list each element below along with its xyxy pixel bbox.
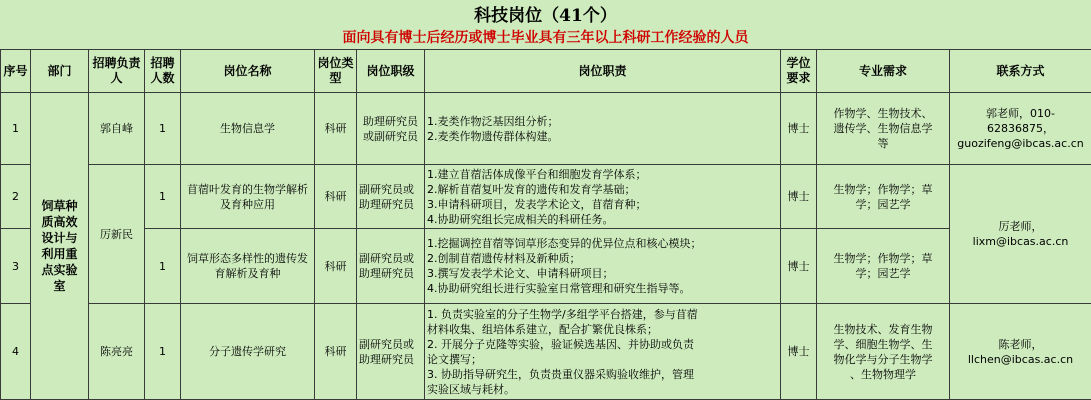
duty-line: 实验区域与耗材。 bbox=[427, 382, 515, 396]
row-number: 3 bbox=[1, 229, 31, 304]
major-line: 生物学；作物学；草 bbox=[833, 252, 933, 265]
recruiter-cell: 厉新民 bbox=[89, 165, 145, 304]
count-cell: 1 bbox=[145, 93, 181, 165]
duties-cell bbox=[425, 229, 781, 304]
major-line: 、生物物理学 bbox=[850, 367, 916, 381]
duty-line: 2. 开展分子克隆等实验，验证候选基因、并协助或负责 bbox=[427, 337, 694, 351]
contact-line: 厉老师， bbox=[998, 220, 1043, 233]
type-cell: 科研 bbox=[315, 93, 357, 165]
position-cell: 分子遗传学研究 bbox=[181, 304, 315, 400]
rank-cell: 副研究员或助理研究员 bbox=[357, 304, 425, 400]
major-line: 学、细胞生物学、生 bbox=[833, 337, 933, 351]
header-cell: 岗位职级 bbox=[357, 50, 425, 93]
table-row bbox=[1, 93, 1091, 165]
duty-line: 1.挖掘调控苜蓿等饲草形态变异的优异位点和核心模块； bbox=[427, 237, 702, 250]
header-cell: 学位要求 bbox=[781, 50, 817, 93]
duty-line: 材料收集、组培体系建立，配合扩繁优良株系； bbox=[427, 322, 658, 336]
major-line: 遗传学、生物信息学 bbox=[833, 122, 933, 135]
duties-cell bbox=[425, 165, 781, 229]
position-cell: 生物信息学 bbox=[181, 93, 315, 165]
major-line: 物化学与分子生物学 bbox=[833, 352, 933, 366]
major-line: 等 bbox=[877, 137, 889, 150]
recruiter-cell: 陈亮亮 bbox=[89, 304, 145, 400]
degree-cell: 博士 bbox=[781, 304, 817, 400]
type-cell: 科研 bbox=[315, 165, 357, 229]
major-cell bbox=[817, 165, 950, 229]
duty-line: 3.申请科研项目，发表学术论文，苜蓿育种； bbox=[427, 197, 647, 211]
contact-line: 62836875， bbox=[987, 122, 1054, 135]
table-row bbox=[1, 165, 1091, 229]
row-number: 2 bbox=[1, 165, 31, 229]
header-cell: 招聘负责人 bbox=[89, 50, 145, 93]
duty-line: 1.麦类作物泛基因组分析； bbox=[427, 114, 559, 128]
header-cell: 岗位职责 bbox=[425, 50, 781, 93]
major-line: 作物学、生物技术、 bbox=[833, 107, 933, 120]
contact-email[interactable]: llchen@ibcas.ac.cn bbox=[967, 352, 1074, 366]
header-cell: 部门 bbox=[31, 50, 89, 93]
position-cell: 饲草形态多样性的遗传发育解析及育种 bbox=[181, 229, 315, 304]
duty-line: 3.撰写发表学术论文、申请科研项目； bbox=[427, 267, 614, 280]
type-cell: 科研 bbox=[315, 229, 357, 304]
duty-line: 2.麦类作物遗传群体构建。 bbox=[427, 129, 559, 143]
row-number: 4 bbox=[1, 304, 31, 400]
table-row bbox=[1, 304, 1091, 400]
duty-line: 2.创制苜蓿遗传材料及新种质； bbox=[427, 252, 581, 265]
rank-cell: 助理研究员或副研究员 bbox=[357, 93, 425, 165]
duty-line: 2.解析苜蓿复叶发育的遗传和发育学基础； bbox=[427, 182, 636, 196]
header-row bbox=[1, 50, 1091, 93]
duty-line: 4.协助研究组长完成相关的科研任务。 bbox=[427, 212, 614, 226]
degree-cell: 博士 bbox=[781, 229, 817, 304]
duties-cell bbox=[425, 93, 781, 165]
major-line: 生物学；作物学；草 bbox=[833, 182, 933, 196]
contact-line: 郭老师，010- bbox=[986, 107, 1055, 120]
contact-cell bbox=[950, 304, 1091, 400]
major-line: 学；园艺学 bbox=[855, 267, 911, 280]
recruiter-cell: 郭自峰 bbox=[89, 93, 145, 165]
major-cell bbox=[817, 93, 950, 165]
contact-line: 陈老师， bbox=[998, 337, 1043, 351]
count-cell: 1 bbox=[145, 165, 181, 229]
major-cell bbox=[817, 304, 950, 400]
count-cell: 1 bbox=[145, 304, 181, 400]
position-cell: 苜蓿叶发育的生物学解析及育种应用 bbox=[181, 165, 315, 229]
duty-line: 3. 协助指导研究生，负责贵重仪器采购验收维护，管理 bbox=[427, 367, 694, 381]
duty-line: 4.协助研究组长进行实验室日常管理和研究生指导等。 bbox=[427, 282, 691, 295]
rank-cell: 副研究员或助理研究员 bbox=[357, 165, 425, 229]
header-cell: 联系方式 bbox=[950, 50, 1091, 93]
major-line: 生物技术、发育生物 bbox=[833, 322, 933, 336]
duty-line: 论文撰写； bbox=[427, 352, 482, 366]
job-table bbox=[0, 49, 1091, 400]
major-cell bbox=[817, 229, 950, 304]
major-line: 学；园艺学 bbox=[855, 197, 911, 211]
department-cell: 饲草种质高效设计与利用重点实验室 bbox=[31, 93, 89, 400]
contact-cell bbox=[950, 93, 1091, 165]
header-cell: 序号 bbox=[1, 50, 31, 93]
header-cell: 岗位名称 bbox=[181, 50, 315, 93]
page-title: 科技岗位（41个） bbox=[474, 6, 617, 26]
contact-email[interactable]: guozifeng@ibcas.ac.cn bbox=[957, 137, 1084, 150]
row-number: 1 bbox=[1, 93, 31, 165]
header-cell: 招聘人数 bbox=[145, 50, 181, 93]
type-cell: 科研 bbox=[315, 304, 357, 400]
duty-line: 1.建立苜蓿活体成像平台和细胞发育学体系； bbox=[427, 167, 647, 181]
degree-cell: 博士 bbox=[781, 93, 817, 165]
header-cell: 专业需求 bbox=[817, 50, 950, 93]
contact-cell bbox=[950, 165, 1091, 304]
degree-cell: 博士 bbox=[781, 165, 817, 229]
rank-cell: 副研究员或助理研究员 bbox=[357, 229, 425, 304]
page-subtitle: 面向具有博士后经历或博士毕业具有三年以上科研工作经验的人员 bbox=[342, 30, 749, 46]
duty-line: 1. 负责实验室的分子生物学/多组学平台搭建，参与苜蓿 bbox=[427, 307, 698, 321]
table-row bbox=[1, 229, 1091, 304]
header-cell: 岗位类型 bbox=[315, 50, 357, 93]
count-cell: 1 bbox=[145, 229, 181, 304]
contact-email[interactable]: lixm@ibcas.ac.cn bbox=[972, 235, 1069, 248]
duties-cell bbox=[425, 304, 781, 400]
